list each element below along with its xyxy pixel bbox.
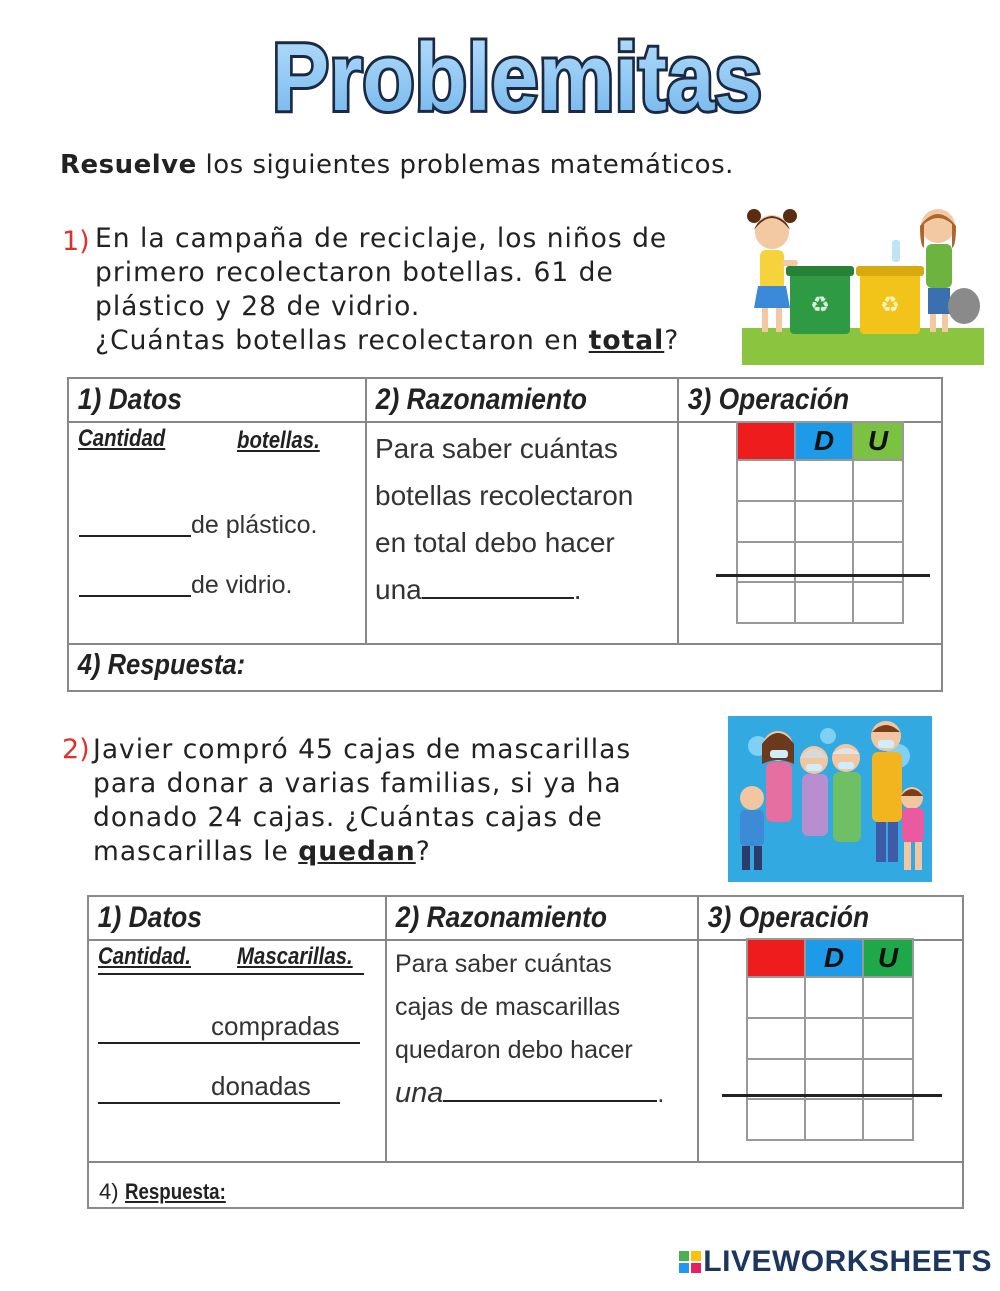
pv-cell[interactable] — [805, 1018, 863, 1059]
pv-cell[interactable] — [747, 1018, 805, 1059]
problem-2-line-2: para donar a varias familias, si ya ha — [93, 768, 622, 799]
dato-vidrio: de vidrio. — [191, 571, 293, 599]
operation-blank[interactable] — [443, 1074, 657, 1102]
header-datos-label: 1) Datos — [77, 383, 182, 416]
pv-cell[interactable] — [863, 1018, 913, 1059]
reason-line: cajas de mascarillas — [395, 993, 621, 1021]
datos-cell — [88, 940, 386, 1162]
question-mark: ? — [415, 836, 431, 867]
pv-cell[interactable] — [795, 501, 853, 542]
pv-cell[interactable] — [853, 460, 903, 501]
problem-2-line-1: Javier compró 45 cajas de mascarillas — [93, 734, 632, 765]
reason-line: Para saber cuántas — [395, 950, 612, 978]
question-text: mascarillas le — [93, 836, 299, 867]
reason-period: . — [657, 1080, 665, 1108]
header-operacion-label: 3) Operación — [687, 383, 850, 416]
problem-1-text — [95, 222, 725, 358]
question-mark: ? — [664, 325, 680, 356]
problem-1-line-1: En la campaña de reciclaje, los niños de — [95, 223, 668, 254]
dato-compradas: compradas — [211, 1011, 340, 1041]
question-keyword: quedan — [298, 836, 416, 867]
reason-una: una — [395, 1077, 444, 1109]
datos-underline — [98, 973, 364, 975]
cantidad-label: Cantidad. — [98, 943, 191, 970]
header-razonamiento — [366, 378, 678, 422]
family-masks-image — [728, 716, 932, 882]
pv-cell[interactable] — [853, 501, 903, 542]
column-c-header — [747, 939, 805, 977]
respuesta-label: 4) Respuesta: — [77, 649, 246, 681]
pv-cell[interactable] — [805, 1099, 863, 1140]
header-operacion — [678, 378, 942, 422]
column-u-header: U — [863, 939, 913, 977]
reason-line: botellas recolectaron — [375, 480, 634, 511]
liveworksheets-brand[interactable] — [679, 1245, 992, 1279]
operation-line-2 — [722, 1094, 942, 1097]
pv-cell[interactable] — [795, 460, 853, 501]
header-datos — [88, 896, 386, 940]
dato-plastico: de plástico. — [191, 511, 318, 539]
pv-cell[interactable] — [747, 977, 805, 1018]
header-datos-label: 1) Datos — [97, 901, 202, 934]
pv-cell[interactable] — [747, 1099, 805, 1140]
respuesta-number: 4) — [99, 1179, 119, 1204]
reason-period: . — [573, 574, 582, 605]
problem-2-number: 2) — [62, 734, 90, 765]
respuesta-cell[interactable] — [88, 1162, 963, 1208]
svg-text:♻: ♻ — [880, 293, 900, 318]
problem-1-number: 1) — [62, 226, 90, 257]
liveworksheets-logo-icon — [679, 1247, 701, 1269]
datos-cell — [68, 422, 366, 644]
worksheet-title — [262, 18, 772, 138]
pv-cell[interactable] — [863, 1099, 913, 1140]
operation-line-1 — [716, 574, 930, 577]
reason-line: una — [375, 574, 422, 605]
instruction-bold: Resuelve — [60, 150, 197, 180]
header-razonamiento-label: 2) Razonamiento — [395, 901, 608, 934]
operation-blank[interactable] — [422, 571, 574, 599]
problem-2-line-3: donado 24 cajas. ¿Cuántas cajas de — [93, 802, 603, 833]
header-operacion-label: 3) Operación — [707, 901, 870, 934]
header-operacion — [698, 896, 963, 940]
pv-cell[interactable] — [853, 582, 903, 623]
answer-blank-donadas[interactable] — [98, 1102, 340, 1104]
brand-text: LIVEWORKSHEETS — [703, 1245, 992, 1278]
answer-blank-vidrio[interactable] — [79, 595, 191, 597]
instruction — [60, 150, 734, 180]
question-keyword: total — [588, 325, 665, 356]
item-label: Mascarillas. — [237, 943, 353, 970]
reason-line: en total debo hacer — [375, 527, 615, 558]
pv-cell[interactable] — [737, 582, 795, 623]
pv-cell[interactable] — [795, 582, 853, 623]
answer-blank-plastico[interactable] — [79, 535, 191, 537]
place-value-grid-2 — [746, 938, 914, 1141]
svg-text:♻: ♻ — [810, 293, 830, 318]
header-razonamiento — [386, 896, 698, 940]
column-d-header: D — [805, 939, 863, 977]
item-label: botellas. — [237, 427, 320, 454]
column-c-header — [737, 422, 795, 460]
razonamiento-cell — [386, 940, 698, 1162]
answer-blank-compradas[interactable] — [98, 1042, 360, 1044]
reason-line: quedaron debo hacer — [395, 1036, 633, 1064]
instruction-rest: los siguientes problemas matemáticos. — [196, 150, 734, 180]
title-graphic — [262, 18, 772, 138]
question-text: ¿Cuántas botellas recolectaron en — [95, 325, 589, 356]
problem-1-line-2: primero recolectaron botellas. 61 de — [95, 257, 614, 288]
problem-2-question — [93, 835, 709, 869]
recycling-kids-image — [742, 200, 984, 365]
column-u-header: U — [853, 422, 903, 460]
respuesta-label: Respuesta: — [124, 1179, 226, 1204]
respuesta-cell[interactable] — [68, 644, 942, 691]
problem-2-text — [93, 733, 709, 869]
place-value-grid-1 — [736, 421, 904, 624]
header-datos — [68, 378, 366, 422]
problem-1-question — [95, 324, 725, 358]
razonamiento-cell — [366, 422, 678, 644]
pv-cell[interactable] — [863, 977, 913, 1018]
problem-1-line-3: plástico y 28 de vidrio. — [95, 291, 421, 322]
title-text: Problemitas — [272, 24, 762, 131]
dato-donadas: donadas — [211, 1071, 311, 1101]
pv-cell[interactable] — [737, 501, 795, 542]
pv-cell[interactable] — [805, 977, 863, 1018]
pv-cell[interactable] — [737, 460, 795, 501]
cantidad-label: Cantidad — [78, 425, 166, 452]
column-d-header: D — [795, 422, 853, 460]
header-razonamiento-label: 2) Razonamiento — [375, 383, 588, 416]
reason-line: Para saber cuántas — [375, 433, 618, 464]
